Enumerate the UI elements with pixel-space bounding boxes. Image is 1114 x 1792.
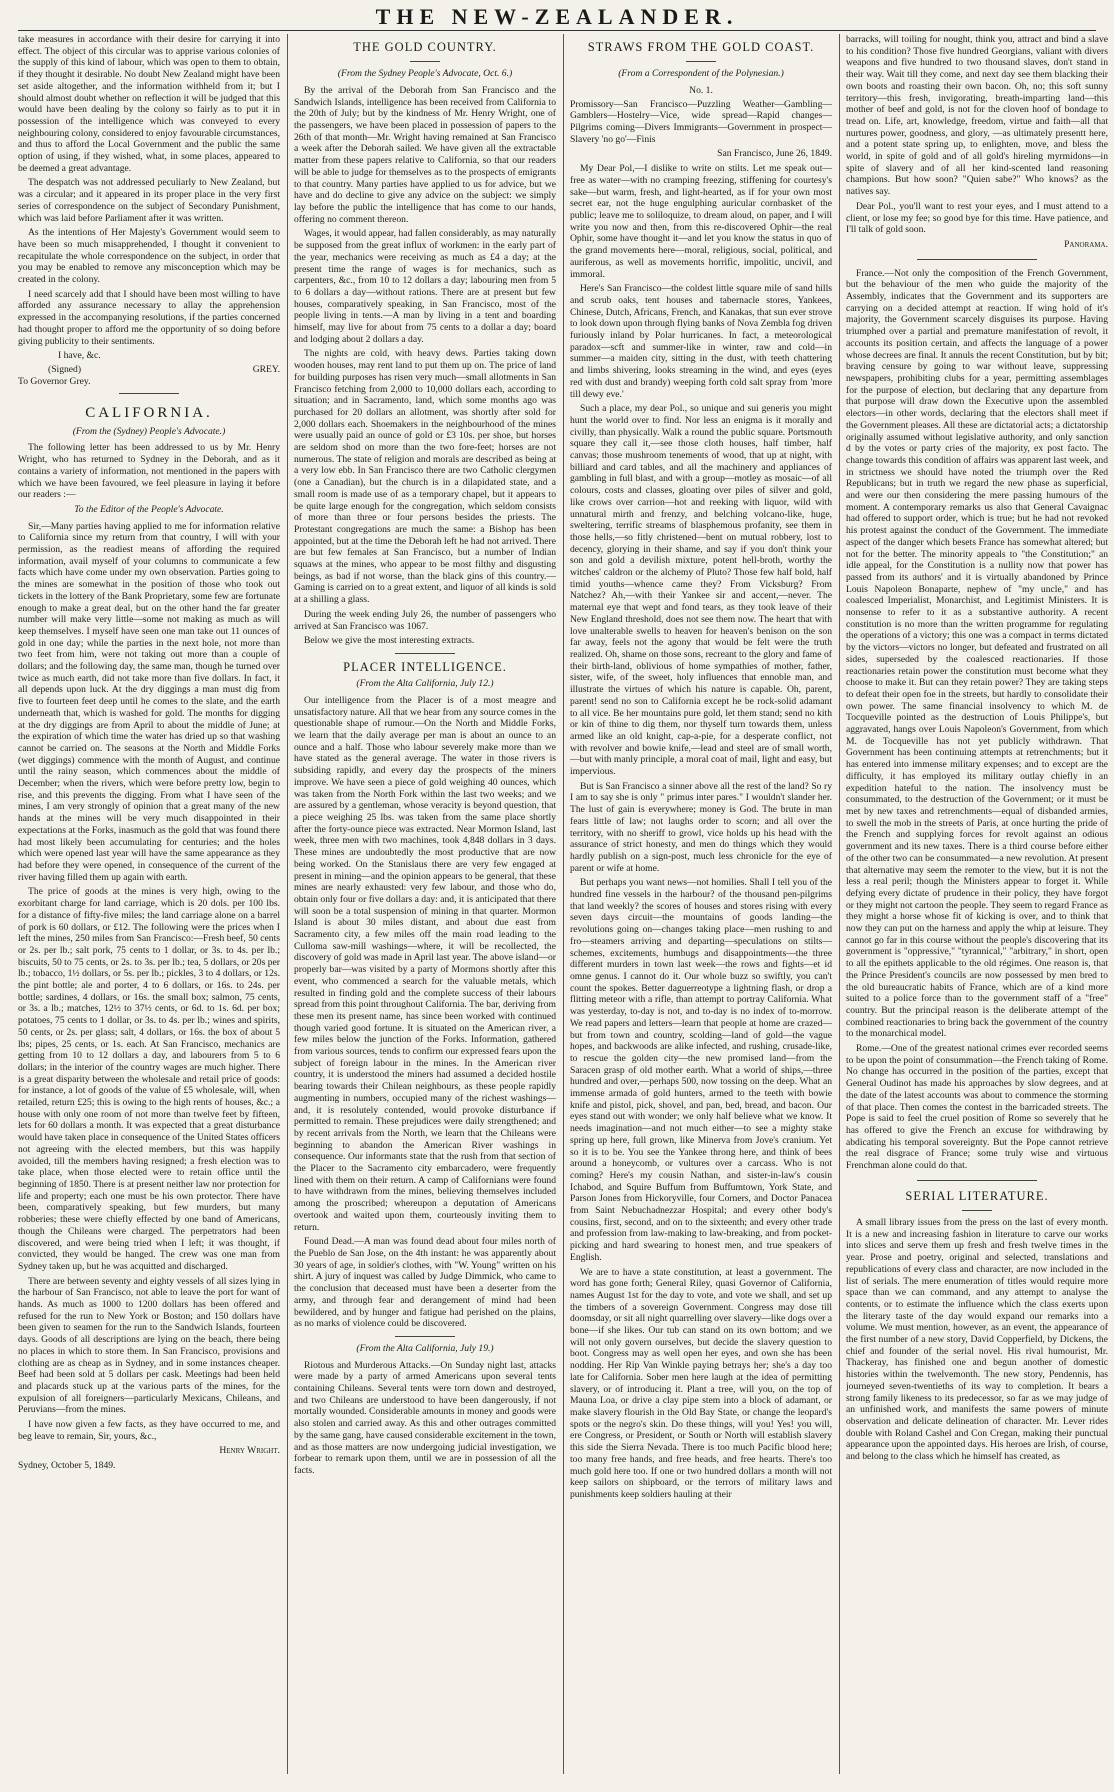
addressee: To Governor Grey. (18, 375, 91, 387)
paragraph: The despatch was not addressed peculiarly to New Zealand, but was a circular; and it appeared in its proper place in the very first series of correspondence on the subject of Secondary Punishment, which was laid before Parliament after it was written. (18, 177, 280, 224)
paragraph: France.—Not only the composition of the French Government, but the behaviour of the men who guide the majority of the Assembly, indicates that the Government and its supporters are carrying on a decided attempt at reaction. If wing hold of it's majority, the Government scarcely disguises its purpose. Having triumphed over a partial and premature manifestation of revolt, it accounts its position certain, and affects the language of a power whose decrees are final. It annuls the recent Constitution, but by bit; braving censure by going to war without leave, suppressing newspapers, prohibiting clubs for a year, permitting assemblages for the purpose of election, but declaring that any departure from that purpose will draw down the Executive upon the assembled electors—in other words, declaring that the electors shall meet if the Government pleases. All these are dictatorial acts; a dictatorship originally assumed without legislative authority, and only sanction d by the votes or party cries of the majority, ex post facto. The change towards this condition of affairs was apparent last week, and in strictness we should have noted the triumph over the Red Republicans; but in truth we regard the new phase as superficial, and were our then considering the mere passing humours of the moment. A contemporary remarks us also that General Cavaignac had offered to support order, which is true; but he had not revoked his protest against the conduct of the Government. The immediate aspect of the danger which besets France has somewhat altered; but not for the better. The minority appeals to "the Constitution;" an idle appeal, for the Constitution is a nullity now that power has passed from its authors' and it is virtually abandoned by Prince Louis Napoleon Bonaparte, nephew of "my uncle," and has coalesced Imperialist, Monarchist, and Legitimist Ministers. It is nonsense to refer to it as a substantive authority. A recent constitution is no more than the written programme for regulating the operations of a victory; this one was a compact in terms dictated by the victors—victors no longer, but defeated and frustrated on all sides, superseded by the coalesced reactionaries. If those reactionaries retain power the constitution must become what they choose to make it. But can they retain power? They are taking steps to defeat their open foe in the streets, but hardly to consolidate their own power. The same financial insolvency to which M. de Tocqueville pointed as the destruction of Louis Philippe's, but aggravated, hangs over Louis Napoleon's Government, from which M. de Tocqueville has not yet publicly withdrawn. That Government has been continuing attempts at retrenchments; but it has entered into immense military expenses; and to except are the difficulty, it has employed its military outlay chiefly in an expedition hateful to the nation. The insolvency must be consummated, to the destruction of the Government; or it must be met by new taxes and retrenchments—equal of disbanded armies, to swell the mob in the streets of Paris, at once hurting the pride of the French and supplying forces for revolt against an odious government and its new taxes. There is a third course before either of the other two can be consummated—a new revolution. At present that alternative may seem the remoter to the view, but it is not the less a real peril; though the Ministers appear to forget it. While defying every dictate of prudence in their policy, they have forgot or they might not cartoon the people. They seem to regard France as they might a horse whose fit of kicking is over, and to think that now they can put on the harness and apply the whip at leisure. They cannot go far in this course without the people's discovering that its government is "oppressive," "tyrannical," "arbitrary," in short, open to all the epithets applicable to the old régimes. One reason is, that the Prince President's councils are now possessed by men bred to the old bureaucratic habits of France, which are of a kind more suited to a police force than to the government staff of a "free" country. But the principal reason is the deliberate attempt of the combined reactionaries to bring back the government of the country to the monarchical model. (846, 267, 1108, 1040)
section-rule (917, 259, 1037, 260)
column-2 (294, 34, 556, 1774)
column-divider (287, 34, 288, 1774)
paragraph: A small library issues from the press on the last of every month. It is a new and increasing fashion in literature to carve our works into slices and serve them up fresh and fresh twelve times in the year. Prose and poetry, original and selected, translations and republications of every class and character, are now included in the list of serials. The mere enumeration of titles would require more space than we can command, and any attempt to analyse the contents, or to estimate the influence which the class exerts upon the literary taste of the day would expand our remarks into a volume. We must mention, however, as an event, the appearance of the first number of a new story, David Copperfield, by Dickens, the chief and founder of the serial novel. His rival humourist, Mr. Thackeray, has finished one and begun another of domestic histories within the twelvemonth. The new story, Pendennis, has journeyed seven-twentieths of its way to completion. It bears a strong family likeness to its predecessor, so far as we may judge of an unfinished work, and manifests the same powers of minute observation and delicate delineation of character. Mr. Lever rides double with Roland Cashel and Con Cregan, making their punctual appearance upon the appointed days. His heroes are Irish, of course, and belong to the class which he himself has created, as (846, 1217, 1108, 1463)
column-1 (18, 34, 280, 1774)
column-divider (563, 34, 564, 1774)
paragraph: Here's San Francisco—the coldest little square mile of sand hills and scrub oaks, tent houses and tabernacle stores, Yankees, Chinese, Dutch, Africans, French, and Kanakas, that sun ever strove to look down upon through flying banks of Nova Zembla fog driven furiously inland by Polar hurricanes. In fact, a meteorological paradox—scft and summer-like in winter, raw and cold—in summer—a maiden city, sitting in the dust, with teeth chattering and limbs shivering, looks streaming in the wind, and eyes (eyes red with dust and brandy) weeping forth cold salt spray from 'more till dewy eve.' (570, 283, 832, 400)
masthead (0, 0, 1114, 28)
source-line: (From the Alta California, July 19.) (356, 1342, 494, 1354)
section-heading: SERIAL LITERATURE. (905, 1188, 1049, 1203)
paragraph: Below we give the most interesting extracts. (304, 635, 475, 647)
closing: I have, &c. (58, 350, 101, 362)
paragraph: As the intentions of Her Majesty's Government would seem to have been so much misapprehended, I thought it convenient to recapitulate the whole correspondence on the subject, in order that you may be enabled to remove any misconception which may be created in the colony. (18, 227, 280, 286)
section-heading: PLACER INTELLIGENCE. (343, 660, 507, 674)
newspaper-title: THE NEW-ZEALANDER. (375, 4, 739, 29)
paragraph: Found Dead.—A man was found dead about four miles north of the Pueblo de San Jose, on the 4th instant: he was apparently about 30 years of age, in soldier's clothes, with "W. Young" written on his shirt. A jury of inquest was called by Judge Dimmick, who came to the conclusion that deceased must have been a deserter from the army, and through fear and derangement of mind had been bewildered, and by hunger and fatigue had perished on the plains, as no marks of violence could be discovered. (294, 1236, 556, 1330)
paragraph: There are between seventy and eighty vessels of all sizes lying in the harbour of San Francisco, not able to leave the port for want of hands. As much as 1000 to 1200 dollars has been offered and refused for the run to New York or Boston; and 150 dollars have been given to seamen for the run to the Sandwich Islands, fourteen days. Goods of all descriptions are lying on the beach, there being no places in which to store them. In San Francisco, provisions and clothing are as cheap as in Sydney, and in some instances cheaper. Beef had been sold at 5 dollars per cask. Meetings had been held and placards stuck up at the various parts of the mines, for the expulsion of all foreigners—particularly Mexicans, Chileans, and Peruvians—from the mines. (18, 1275, 280, 1416)
source-line: (From the Sydney People's Advocate, Oct. 6.) (337, 68, 513, 80)
section-rule (962, 1210, 992, 1211)
paragraph: Our intelligence from the Placer is of a most meagre and unsatisfactory nature. All that we hear from any source comes in the questionable shape of rumour.—On the North and Middle Forks, we learn that the daily average per man is about an ounce to an ounce and a half. Those who labour severely make more than we have stated as the general average. The water in those rivers is subsiding rapidly, and every day the prospects of the miners improve. We have seen a piece of gold weighing 40 ounces, which was taken from the North Fork within the last two weeks; and we are assured by a gentleman, whose veracity is beyond question, that a piece weighing 25 lbs. was taken from the same place shortly after the forty-ounce piece was extracted. Near Mormon Island, last week, three men with two machines, took 4,848 dollars in 3 days. These mines are undoubtedly the most productive that are now being worked. On the Stanislaus there are very few engaged at present in mining—and the opinion appears to be general, that these mines are nearly exhausted: very few labour, and those who do, obtain only four or five dollars a day: and, it is anticipated that there will soon be a total suspension of mining in that quarter. Mormon Island is about 30 miles distant, and about due east from Sacramento city, a few miles off the main road leading to the Culloma saw-mill washings—where, it will be recollected, the discovery of gold was made in April last year. The above island—or properly bar—was visited by a party of Mormons shortly after this event, who commenced a search for the valuable metals, which resulted in finding gold and the complete success of their labours spread from this point throughout California. The bar, deriving from these men its present name, has since been worked with continued though varied good fortune. It is situated on the American river, a few miles below the junction of the Forks. Information, gathered from various sources, tends to confirm our expressed fears upon the subject of foreign labour in the mines. In the American river country, it is understood the miners had assumed a decided hostile bearing towards their Chilean neighbours, as these people rapidly augmenting in numbers, occupied many of the richest washings—and, it is resolutely contended, would provoke disturbance if permitted to remain. These prejudices were daily strengthened; and by recent arrivals from the North, we learn that the Chileans were beginning to abandon the American River washings in consequence. Our informants state that the rush from that section of the Placer to the Sacramento city embarcadero, were frequently lined with them on their return. A camp of Californians were found to have withdrawn from the mines, believing themselves included among the proscribed; whereupon a deputation of Americans overtook and waited upon them, courteously inviting them to return. (294, 694, 556, 1233)
masthead-rule (18, 30, 1096, 31)
source-line: (From a Correspondent of the Polynesian.) (618, 68, 784, 80)
paragraph: Dear Pol., you'll want to rest your eyes, and I must attend to a client, or lose my fee; so good bye for this time. Have patience, and I'll talk of gold soon. (846, 200, 1108, 236)
dateline: Sydney, October 5, 1849. (18, 1460, 116, 1472)
paragraph: But perhaps you want news—not homilies. Shall I tell you of the hundred fine vessels in the harbour? of the thousand pen-pilgrims that land weekly? the scores of houses and stores rising with every seven days circuit—the mountains of goods landing—the revolutions going on—changes taking place—men rushing to and fro—steamers arriving and departing—speculations on stilts—schemes, excitements, humbugs and disappointments—the three different murders in town last week—the rows and fights—et id omne genus. I cannot do it. Our whole buzz so swiftly, you can't count the spokes. Better daguerreotype a lightning flash, or drop a flitting meteor with a rifle, than attempt to portray California. What was yesterday, to-day is not, and to-day is no index of to-morrow. We read papers and letters—learn that people at home are crazed—but from town and country, scolding—land of gold—the vague hopes, and backwoods are alike infected, and rushing, crusade-like, to rescue the golden city—the new promised land—from the Saracen grasp of old mother earth. What a world of ships,—three hundred and over,—perhaps 500, now tossing on the deep. What an immense armada of gold hunters, armed to the teeth with bowie knife and pistol, pick, shovel, and pan, bed, bread, and bacon. Our eyes stand out with wonder; we only half believe what we know. It needs imagination—and not much either—to see a mighty stake spring up here, full grown, like Minerva from Jove's cranium. Yet so it is to be. You see the Yankee throng here, and think of bees around a honeycomb, or vultures over a carcass. Who is not coming? Here's my cousin Nathan, and sister-in-law's cousin Ichabod, and Squire Buffum from Buffumtown, York State, and Parson Jones from Hickoryville, four Corners, and Doctor Panacea from Saint Nebuchadnezzar Hospital; and every other body's cousins, first, second, and on to the sixteenth; and every other trade and profession from law-making to law-breaking, and from pocket-picking and hard swearing to honest men, and true speakers of English. (570, 877, 832, 1263)
column-divider (839, 34, 840, 1774)
section-heading: CALIFORNIA. (85, 405, 213, 422)
signer: Panorama. (1064, 238, 1108, 250)
paragraph: take measures in accordance with their desire for carrying it into effect. The object of this circular was to apprise various colonies of the supply of this kind of labour, which was open to them to obtain, if they thought it desirable. No doubt New Zealand might have been set aside altogether, and the information withheld from it; but I should almost doubt whether on reflection it will be judged that this would have been dealing by the colony so fairly as to put it in possession of the intelligence which was conveyed to every neighbouring colony, considered to enjoy favourable circumstances, and thus to afford the Local Government and the public the same option of using, if they wished, what, in some places, appeared to be deemed a great advantage. (18, 34, 280, 174)
source-line: (From the (Sydney) People's Advocate.) (72, 425, 226, 437)
section-rule (686, 61, 716, 62)
signature-line (18, 364, 280, 376)
section-rule (395, 1336, 455, 1337)
section-rule (395, 653, 455, 654)
summary: Promissory—San Francisco—Puzzling Weather—Gambling—Gamblers—Hostelry—Vice, wide spread—Rapid changes—Pilgrims coming—Divers Immigrants—Government in prospect—Slavery 'no go'—Finis (570, 98, 832, 145)
paragraph: barracks, will toiling for nought, think you, attract and bind a slave to his condition? Those five hundred Georgians, valiant with divers weapons and five hundred to two thousand slaves, don't stand in their way. Wait till they come, and next day see them blacking their own boots and roasting their own bacon. Oh, no; this soft sunny territory—this fresh, invigorating, breath-imparting land—this mother of beef and gold, is not for the cloven hoof of bondage to tread on. Life, art, knowledge, freedom, virtue and faith—all that nurtures power, goodness, and glory, —as ultimately presentt here, and a potent state spring up, to enlighten, move, and bless the world, in spite of gold and of all gold's hireling myrmidons—in spite of slavery and of all her kind-scented land reasoning champions. But how soon? "Quien sabe?" Who knows? as the natives say. (846, 34, 1108, 198)
paragraph: I have now given a few facts, as they have occurred to me, and beg leave to remain, Sir, yours, &c., (18, 1419, 280, 1442)
paragraph: By the arrival of the Deborah from San Francisco and the Sandwich Islands, intelligence has been received from California to the 20th of July; but by the kindness of Mr. Henry Wright, one of the passengers, we have been placed in possession of papers to the 26th of that month—Mr. Wright having remained at San Francisco a week after the Deborah sailed. We have given all the extractable matter from these papers relative to California, so that our readers will be able to judge for themselves as to the prospects of emigrants to that country. Many parties have applied to us for advice, but we have and do decline to give any advice on the subject: we simply lay before the public the intelligence that has come to our hands, offering no comment thereon. (294, 84, 556, 225)
paragraph: Riotous and Murderous Attacks.—On Sunday night last, attacks were made by a party of armed Americans upon several tents containing Chileans. Several tents were torn down and destroyed, and two Chileans are understood to have been dangerously, if not mortally wounded. Considerable amounts in money and goods were also stolen and carried away. As this and other outrages committed by the same gang, have caused considerable excitement in the town, and as those matters are now undergoing judicial investigation, we forbear to remark upon them, until we are in possession of all the facts. (294, 1359, 556, 1476)
paragraph: My Dear Pol,—I dislike to write on stilts. Let me speak out—free as water—with no cramping freezing, stiffening for courtesy's sake—but warm, fresh, and light-hearted, as if for your own most secret ear, not the huge engulphing auricular cornbasket of the public; leave me to soliloquize, to dream aloud, on paper, and I will write you now and then, from this re-discovered Ophir—the real Ophir, some have thought it—and let you know the status in quo of the grand movements here—moral, religious, social, political, and auriferous, as well as movements horrific, impolitic, uncivil, and immoral. (570, 163, 832, 280)
column-3 (570, 34, 832, 1774)
signer: GREY. (252, 363, 280, 375)
letter-salutation: To the Editor of the People's Advocate. (74, 503, 224, 515)
dateline: San Francisco, June 26, 1849. (717, 148, 832, 160)
paragraph: But is San Francisco a sinner above all the rest of the land? So ry I am to say she is only " primus inter pares." I wouldn't slander her. The lust of gain is everywhere; money is God. The brute in man fears little of law; not laughs order to scorn; and all over the territory, with no sheriff to growl, vice holds up his head with the assurance of strict honesty, and men do things which they would hardly publish on a sign-post, much less chronicle for the eye of parent or wife at home. (570, 780, 832, 874)
section-rule (119, 393, 179, 394)
section-rule (410, 61, 440, 62)
section-heading: STRAWS FROM THE GOLD COAST. (587, 40, 815, 54)
section-rule (917, 1180, 1037, 1181)
paragraph: Wages, it would appear, had fallen considerably, as may naturally be supposed from the great influx of workmen: in the early part of the year, mechanics were receiving as much as £4 a day; at the present time the range of wages is for mechanics, such as carpenters, &c., from 10 to 12 dollars a day; labouring men from 5 to 6 dollars a day—without rations. There are at present but few houses, comparatively speaking, in San Francisco, most of the people living in tents.—A man by living in a tent and boarding himself, may live for about from 75 cents to a dollar a day; board and lodging about 2 dollars a day. (294, 228, 556, 345)
letter-number: No. 1. (689, 84, 713, 96)
column-4 (846, 34, 1108, 1774)
source-line: (From the Alta California, July 12.) (356, 678, 494, 690)
paragraph: The following letter has been addressed to us by Mr. Henry Wright, who has returned to Sydney in the Deborah, and as it contains a variety of information, not mentioned in the papers with which we have been favoured, we feel pleasure in laying it before our readers :— (18, 442, 280, 501)
signed-label: (Signed) (48, 363, 82, 375)
paragraph: The nights are cold, with heavy dews. Parties taking down wooden houses, may rent land to put them up on. The price of land for building purposes has risen very much—small allotments in San Francisco fetching from 2,000 to 10,000 dollars each, according to situation; and in Sacramento, land, which some months ago was purchased for 20 dollars an allotment, was shortly after sold for 2,000 dollars each. Shoemakers in the neighbourhood of the mines were usually paid an ounce of gold or £3 10s. per shoe, but horses are seldom shod on more than the two fore-feet; horses are not numerous. The state of religion and morals are described as being at a very low ebb. In San Francisco there are two Catholic clergymen (one a Canadian), but the church is in a dilapidated state, and a small room is made use of as a temporary chapel, but it appears to be quite large enough for the congregation, which seldom consists of more than three or four persons besides the priests. The Protestant congregations are much the same: a Bishop has been appointed, but at the time the Deborah left he had not arrived. There are but few females at San Francisco, but a number of Indian squaws at the mines, who appear to be most filthy and disgusting beings, as bad if not worse, than the black gins of this country.—Gaming is carried on to a great extent, and liquor of all kinds is sold at a shilling a glass. (294, 348, 556, 606)
paragraph: We are to have a state constitution, at least a government. The word has gone forth; General Riley, quasi Governor of California, names August 1st for the day to vote, and vote we shall, and set up the timbers of a sovereign Government. Congress may dose till doomsday, or sit all night quarrelling over slavery—like dogs over a bone—if she likes. Our tub can stand on its own bottom; and we will not only govern ourselves, but decide the slavery question to boot. Congress may as well open her eyes, and own she has been nodding. Her Rip Van Winkle paying betrays her; she's a day too late for California. Sober men here laugh at the idea of permitting slavery, or of introducing it. Plant a tree, will you, on the top of Mauna Loa, or drive a clay pipe stem into a block of adamant, or make slavery flourish in the Old Bay State, or change the leopard's spots or the negro's skin. Do these things, will you! Yes! you will, ere Congress, or President, or South or North will establish slavery this side the Sierra Nevada. There is too much Pacific blood here; too many free hands, and free heads, and free hearts. There's too much gold here too. If one or two hundred dollars a month will not keep sailors on shipboard, or the terrors of military laws and punishments keep soldiers hauling at their (570, 1266, 832, 1500)
paragraph: Rome.—One of the greatest national crimes ever recorded seems to be upon the point of consummation—the French taking of Rome. No change has occurred in the position of the parties, except that General Oudinot has made his approaches by slow degrees, and at the date of the latest accounts was about to commence the storming of that place. Then comes the contest in the barricaded streets. The Pope is said to feel the cruel position of Rome so severely that he has offered to give the French an excuse for withdrawing by abdicating his temporal sovereignty. But the Pope cannot retrieve the real disgrace of France; some truly wise and virtuous Frenchman alone could do that. (846, 1043, 1108, 1172)
paragraph: During the week ending July 26, the number of passengers who arrived at San Francisco was 1067. (294, 608, 556, 632)
signer: Henry Wright. (219, 1445, 280, 1457)
paragraph: Such a place, my dear Pol., so unique and sui generis you might hunt the world over to find. Nor less an enigma is it morally and civilly, than physically. Walk a round the public square. Portsmouth square they call it,—see those cloth houses, half timber, half canvas; those mushroom tenements of wood, that up at night, with billiard and card tables, and all the machinery and appliances of gambling in full blast, and with a group—motley as mosaic—of all colours, costs and classes, gloating over piles of silver and gold, like crows over carrion—hot and reeking with liquor, wild with unnatural mirth and frenzy, and belching volcano-like, huge, sweltering, terrific streams of blasphemous profanity, see them in those hells,—so fitly christened—bent on mutual robbery, lost to decency, glorying in their shame, and say if you don't think your son and gold a devilish mixture, potent hell-broth, worthy the witches' caldron or the alchemy of Pluto? Those few half bold, half timid youths—whence came they? From Vicksburg? From Natchez? Ah,—with their Yankee sir and accent,—never. The maternal eye that wept and fond tears, as they took leave of their New England threshold, does not see them now. The heart that with love unalterable swells to heaven for heaven's benison on the son far away, feels not the agony that would be felt were the truth realized. Oh, shame on those sons, recreant to the glory and fame of their birth-land, oblivious of home sympathies of mother, father, sister, wife, of the sweet, holy influences that ennoble man, and illustrate the virtues of which his nature is capable. Oh, parent, parent! send no son to California except he be rock-solid adamant to all vice. Be her mountains pure gold, let them stand; send no kith or kin of thine to dig them, nor thyself turn towards them, unless armed like an old knight, cap-a-pie, for a desperate conflict, not with revolver and bowie knife,—lead and steel are of small worth,—but with manly principle, a moral coat of mail, light and easy, but impervious. (570, 403, 832, 778)
section-heading: THE GOLD COUNTRY. (353, 40, 497, 54)
paragraph: I need scarcely add that I should have been most willing to have afforded any assurance necessary to allay the apprehension expressed in the accompanying resolutions, if the parties concerned had thought proper to afford me the opportunity of so doing before giving publicity to their sentiments. (18, 288, 280, 347)
paragraph: The price of goods at the mines is very high, owing to the exorbitant charge for land carriage, which is 20 dols. per 100 lbs. for a distance of fifty-five miles; the land carriage alone on a barrel of pork is 60 dollars, or £12. The following were the prices when I left the mines, 250 miles from San Francisco:—Fresh beef, 50 cents or 2s. per lb.; salt pork, 75 cents to 1 dollar, or 3s. to 4s. per lb.; biscuits, 50 to 75 cents, or 2s. to 3s. per lb.; tea, 5 dollars, or 20s per lb.; tobacco, 1½ dollars, or 5s. per lb.; pickles, 3 to 4 dollars, or 12s. the pint bottle; ale and porter, 4 to 6 dollars, or 16s. to 24s. per bottle; sardines, 4 dollars, or 16s. the small box; salmon, 75 cents, or 3s. a lb.; matches, 12½ to 37½ cents, or 6d. to 1s. 6d. per box; potatoes, 75 cents to 1 dollar, or 3s. to 4s. per lb.; wines and spirits, 50 cents, or 2s. per glass; salt, 4 dollars, or 16s. the box of about 5 lbs; pipes, 25 cents, or 1s. each. At San Francisco, mechanics are getting from 10 to 12 dollars a day, and labourers from 5 to 6 dollars; in the interior of the country wages are much higher. There is a great disparity between the wholesale and retail price of goods: for instance, a lot of goods of the value of £5 wholesale, will, when retailed, return £25; this is owing to the high rents of houses, &c.; a house with only one room of not more than twelve feet by fifteen, lets for 60 dollars a month. It was expected that a great disturbance would have taken place in consequence of the United States officers not agreeing with the elected members, but this was happily avoided, till the members having resigned; a fresh election was to take place, when those elected were to retain office until the beginning of 1850. There is at present neither law nor protection for life and property; each one must be his own protector. There have been, comparatively speaking, but few murders, but many robberies; these were chiefly effected by one band of Americans, though the Chileans were charged. The perpetrators had been discovered, and were being tried when I left; it was thought, if convicted, they would be hanged. The crew was one man from Sydney taken up, but he was acquitted and discharged. (18, 886, 280, 1272)
paragraph: Sir,—Many parties having applied to me for information relative to California since my return from that country, I will with your permission, as the readiest means of affording the required information, avail myself of your columns to communicate a few facts which have come under my own observation. Parties going to the mines are somewhat in the position of those who took out tickets in the lottery of the Bank Proprietary, some few are fortunate enough to make a great deal, but on the other hand the far greater number will make very little—some not making as much as will keep themselves. I myself have seen one man take out 11 ounces of gold in one day; while the parties in the next hole, not more than two feet from him, were not taking out more than a couple of dollars; and the following day, the same man, though he turned over twice as much earth, did not take more than five dollars. In fact, it all depends upon luck. At the dry diggings a man must dig from five to fourteen feet deep until he comes to the slate, and the earth underneath that, which is washed for gold. The months for digging at the dry diggings are from April to about the middle of June; at the expiration of which time the water has dried up so that washing cannot be carried on. The seasons at the North and Middle Forks (wet diggings) commence with the month of August, and continue until the rainy season, which commences about the middle of December; when the rivers, which were before pretty low, begin to rise, and this prevents the digging. From what I have seen of the mines, I am very strongly of opinion that a great many of the new hands at the mines will be very much disappointed in their expectations at the Forks, inasmuch as the gold that was found there had most likely been accumulating for centuries; and the holes which were opened last year will have the same appearance as they had before they were opened, in consequence of the current of the river having filled them up again with earth. (18, 520, 280, 883)
